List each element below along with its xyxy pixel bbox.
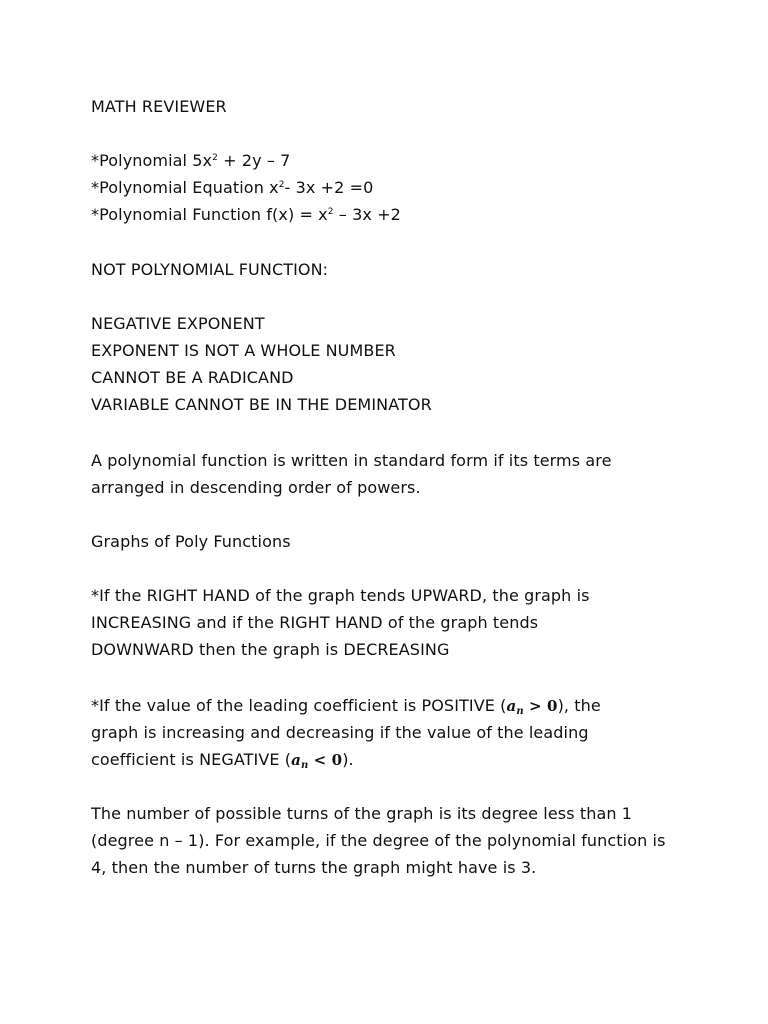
polynomial-function-definition xyxy=(91,205,401,225)
function-exponent: 2 xyxy=(327,207,334,217)
function-text-rest: – 3x +2 xyxy=(333,205,401,224)
negative-text-rest: ). xyxy=(342,750,354,769)
document-title: MATH REVIEWER xyxy=(91,97,227,116)
right-hand-line: DOWNWARD then the graph is DECREASING xyxy=(91,640,450,659)
not-polynomial-item: EXPONENT IS NOT A WHOLE NUMBER xyxy=(91,341,396,360)
graphs-heading: Graphs of Poly Functions xyxy=(91,532,291,551)
right-hand-line: *If the RIGHT HAND of the graph tends UPWARD, the graph is xyxy=(91,586,590,605)
equation-exponent: 2 xyxy=(278,180,285,190)
function-text: *Polynomial Function f(x) = x xyxy=(91,205,328,224)
standard-form-line: A polynomial function is written in standard form if its terms are xyxy=(91,451,612,470)
not-polynomial-item: NEGATIVE EXPONENT xyxy=(91,314,265,333)
coefficient-subscript: n xyxy=(516,706,524,717)
turns-line: The number of possible turns of the graph is its degree less than 1 xyxy=(91,804,633,823)
not-polynomial-heading: NOT POLYNOMIAL FUNCTION: xyxy=(91,260,329,279)
leading-coefficient-line xyxy=(91,696,601,716)
negative-text: coefficient is NEGATIVE ( xyxy=(91,750,292,769)
positive-condition xyxy=(507,697,558,715)
standard-form-line: arranged in descending order of powers. xyxy=(91,478,421,497)
negative-condition xyxy=(291,751,342,769)
turns-line: (degree n – 1). For example, if the degree of the polynomial function is xyxy=(91,831,666,850)
equation-text-rest: - 3x +2 =0 xyxy=(284,178,374,197)
negative-relation: < 0 xyxy=(308,751,343,769)
turns-line: 4, then the number of turns the graph might have is 3. xyxy=(91,858,537,877)
not-polynomial-item: VARIABLE CANNOT BE IN THE DEMINATOR xyxy=(91,395,432,414)
leading-coefficient-line xyxy=(91,750,354,770)
equation-text: *Polynomial Equation x xyxy=(91,178,279,197)
polynomial-definition xyxy=(91,151,290,171)
polynomial-exponent: 2 xyxy=(212,153,218,163)
coefficient-variable: a xyxy=(506,697,517,715)
coefficient-subscript: n xyxy=(300,760,309,771)
polynomial-text: *Polynomial 5x xyxy=(91,151,213,170)
polynomial-equation-definition xyxy=(91,178,373,198)
leading-text: *If the value of the leading coefficient is POSITIVE ( xyxy=(91,696,507,715)
coefficient-variable: a xyxy=(291,751,301,769)
leading-text-rest: ), the xyxy=(557,696,601,715)
leading-coefficient-line: graph is increasing and decreasing if the value of the leading xyxy=(91,723,589,742)
not-polynomial-item: CANNOT BE A RADICAND xyxy=(91,368,294,387)
right-hand-line: INCREASING and if the RIGHT HAND of the graph tends xyxy=(91,613,539,632)
polynomial-text-rest: + 2y – 7 xyxy=(217,151,291,170)
positive-relation: > 0 xyxy=(523,697,558,715)
